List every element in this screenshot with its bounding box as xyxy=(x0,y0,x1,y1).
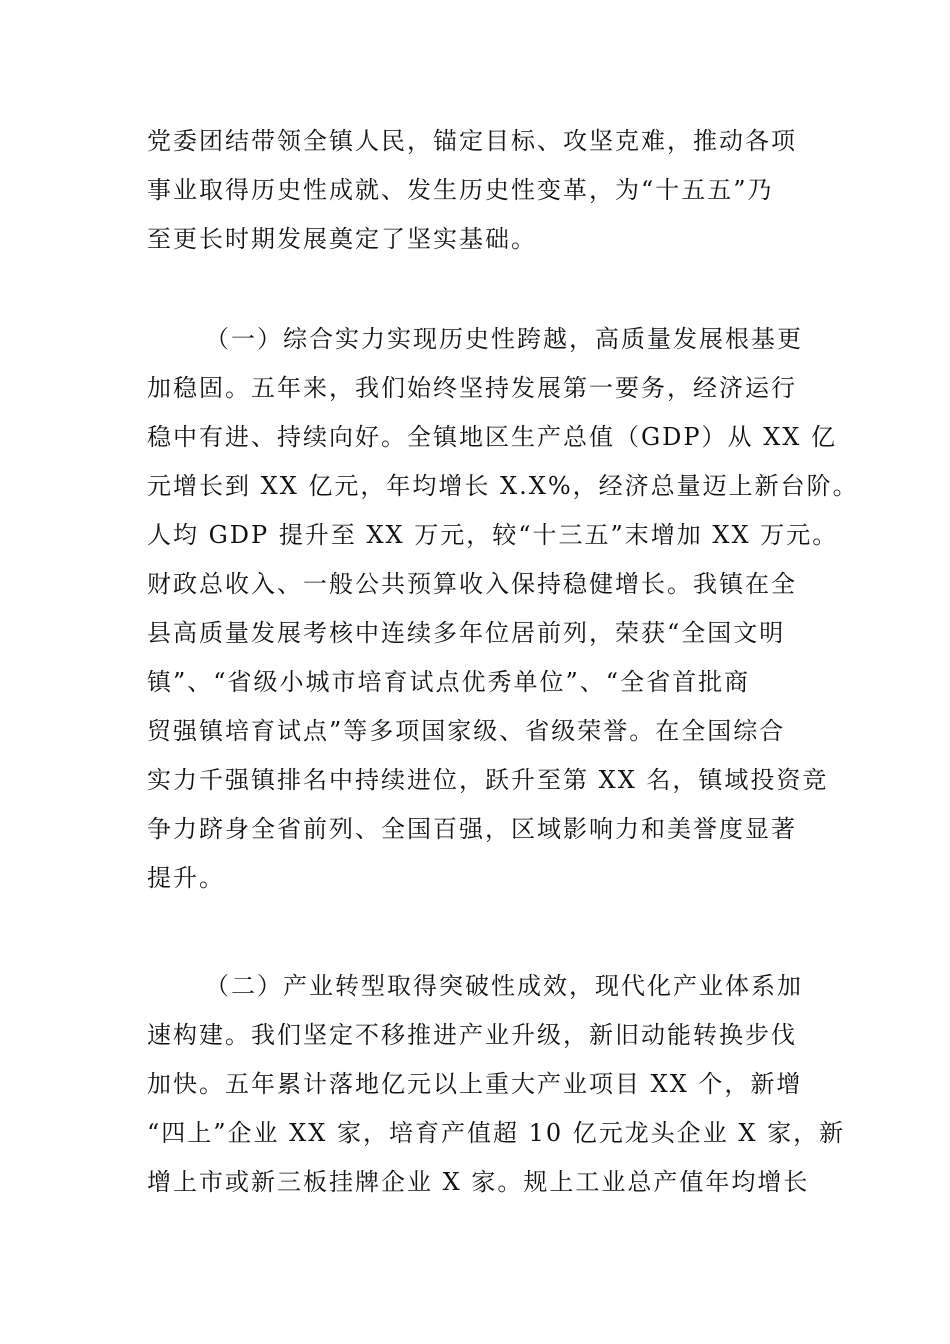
text-line: 稳中有进、持续向好。全镇地区生产总值（GDP）从 XX 亿 xyxy=(147,423,837,451)
text-line: 元增长到 XX 亿元，年均增长 X.X%，经济总量迈上新台阶。 xyxy=(147,472,859,500)
text-line: 事业取得历史性成就、发生历史性变革，为“十五五”乃 xyxy=(147,176,774,204)
section-heading-line: （一）综合实力实现历史性跨越，高质量发展根基更 xyxy=(205,325,803,353)
text-line: “四上”企业 XX 家，培育产值超 10 亿元龙头企业 X 家，新 xyxy=(147,1119,846,1147)
section-heading-line: （二）产业转型取得突破性成效，现代化产业体系加 xyxy=(205,972,803,1000)
text-line: 速构建。我们坚定不移推进产业升级，新旧动能转换步伐 xyxy=(147,1021,797,1049)
text-line: 贸强镇培育试点”等多项国家级、省级荣誉。在全国综合 xyxy=(147,717,786,745)
paragraph-intro xyxy=(147,117,807,264)
text-line: 县高质量发展考核中连续多年位居前列，荣获“全国文明 xyxy=(147,619,786,647)
text-line xyxy=(147,903,807,952)
text-line: 党委团结带领全镇人民，锚定目标、攻坚克难，推动各项 xyxy=(147,127,797,155)
text-line: 增上市或新三板挂牌企业 X 家。规上工业总产值年均增长 xyxy=(147,1168,810,1196)
text-line: 镇”、“省级小城市培育试点优秀单位”、“全省首批商 xyxy=(147,668,751,696)
text-line: 财政总收入、一般公共预算收入保持稳健增长。我镇在全 xyxy=(147,570,797,598)
text-line: 加快。五年累计落地亿元以上重大产业项目 XX 个，新增 xyxy=(147,1070,803,1098)
text-line: 加稳固。五年来，我们始终坚持发展第一要务，经济运行 xyxy=(147,374,797,402)
text-line: 争力跻身全省前列、全国百强，区域影响力和美誉度显著 xyxy=(147,815,797,843)
text-line: 提升。 xyxy=(147,864,225,892)
paragraph-section-1 xyxy=(147,315,859,952)
text-line: 人均 GDP 提升至 XX 万元，较“十三五”末增加 XX 万元。 xyxy=(147,521,839,549)
text-line: 实力千强镇排名中持续进位，跃升至第 XX 名，镇域投资竞 xyxy=(147,766,829,794)
paragraph-section-2 xyxy=(147,962,846,1207)
text-line: 至更长时期发展奠定了坚实基础。 xyxy=(147,225,537,253)
